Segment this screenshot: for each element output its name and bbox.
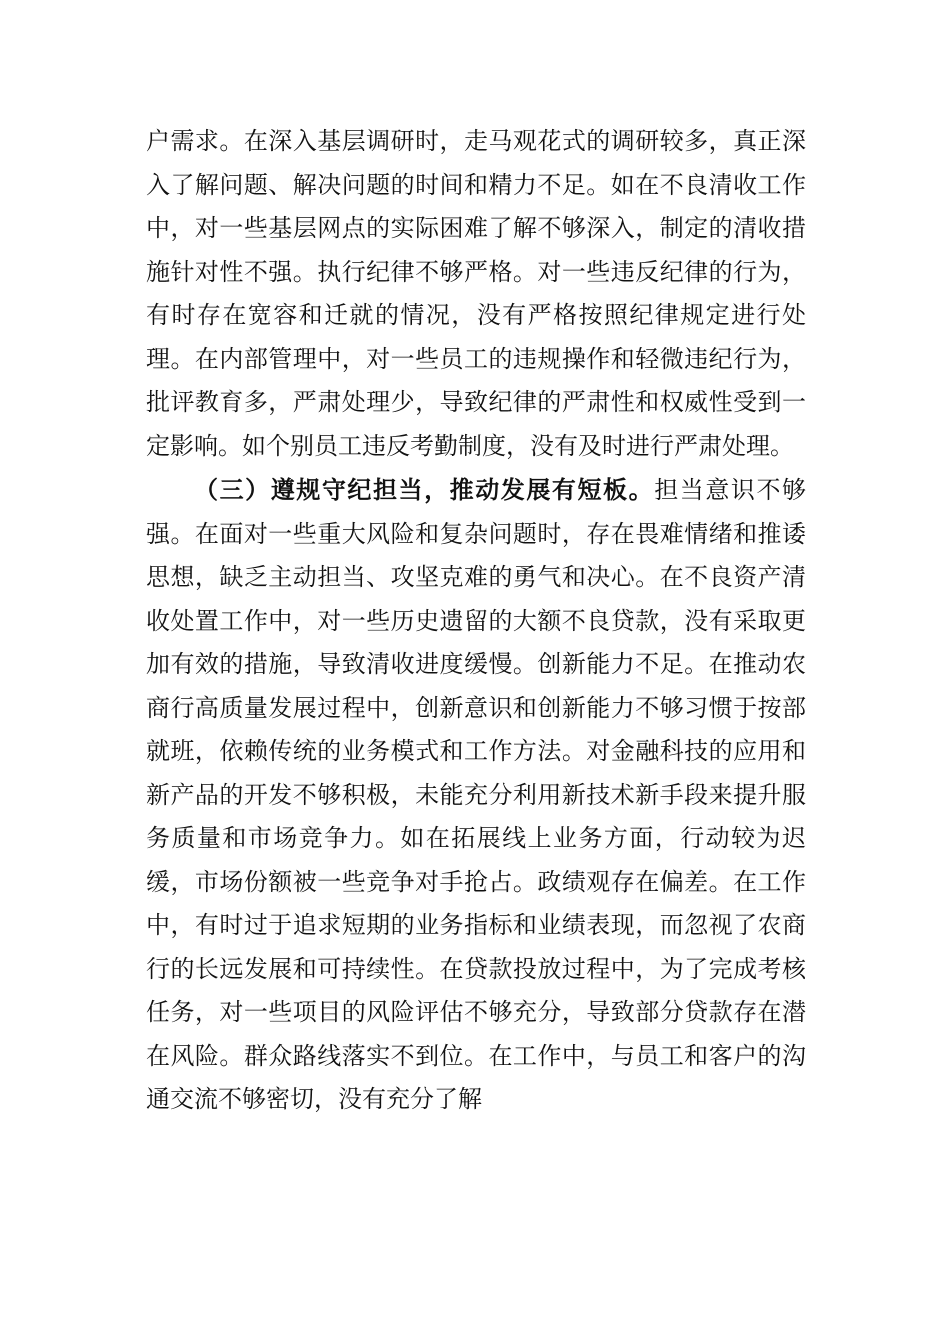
section-3-paragraph	[146, 468, 806, 1122]
section-3-heading: （三）遵规守纪担当，推动发展有短板。	[194, 475, 655, 504]
document-page	[146, 120, 806, 1122]
continued-paragraph: 户需求。在深入基层调研时，走马观花式的调研较多，真正深入了解问题、解决问题的时间和精力不足。如在不良清收工作中，对一些基层网点的实际困难了解不够深入，制定的清收措施针对性不强。执行纪律不够严格。对一些违反纪律的行为，有时存在宽容和迁就的情况，没有严格按照纪律规定进行处理。在内部管理中，对一些员工的违规操作和轻微违纪行为，批评教育多，严肃处理少，导致纪律的严肃性和权威性受到一定影响。如个别员工违反考勤制度，没有及时进行严肃处理。	[146, 127, 806, 460]
section-3-body: 担当意识不够强。在面对一些重大风险和复杂问题时，存在畏难情绪和推诿思想，缺乏主动担当、攻坚克难的勇气和决心。在不良资产清收处置工作中，对一些历史遗留的大额不良贷款，没有采取更加有效的措施，导致清收进度缓慢。创新能力不足。在推动农商行高质量发展过程中，创新意识和创新能力不够习惯于按部就班，依赖传统的业务模式和工作方法。对金融科技的应用和新产品的开发不够积极，未能充分利用新技术新手段来提升服务质量和市场竞争力。如在拓展线上业务方面，行动较为迟缓，市场份额被一些竞争对手抢占。政绩观存在偏差。在工作中，有时过于追求短期的业务指标和业绩表现，而忽视了农商行的长远发展和可持续性。在贷款投放过程中，为了完成考核任务，对一些项目的风险评估不够充分，导致部分贷款存在潜在风险。群众路线落实不到位。在工作中，与员工和客户的沟通交流不够密切，没有充分了解	[146, 476, 807, 1113]
